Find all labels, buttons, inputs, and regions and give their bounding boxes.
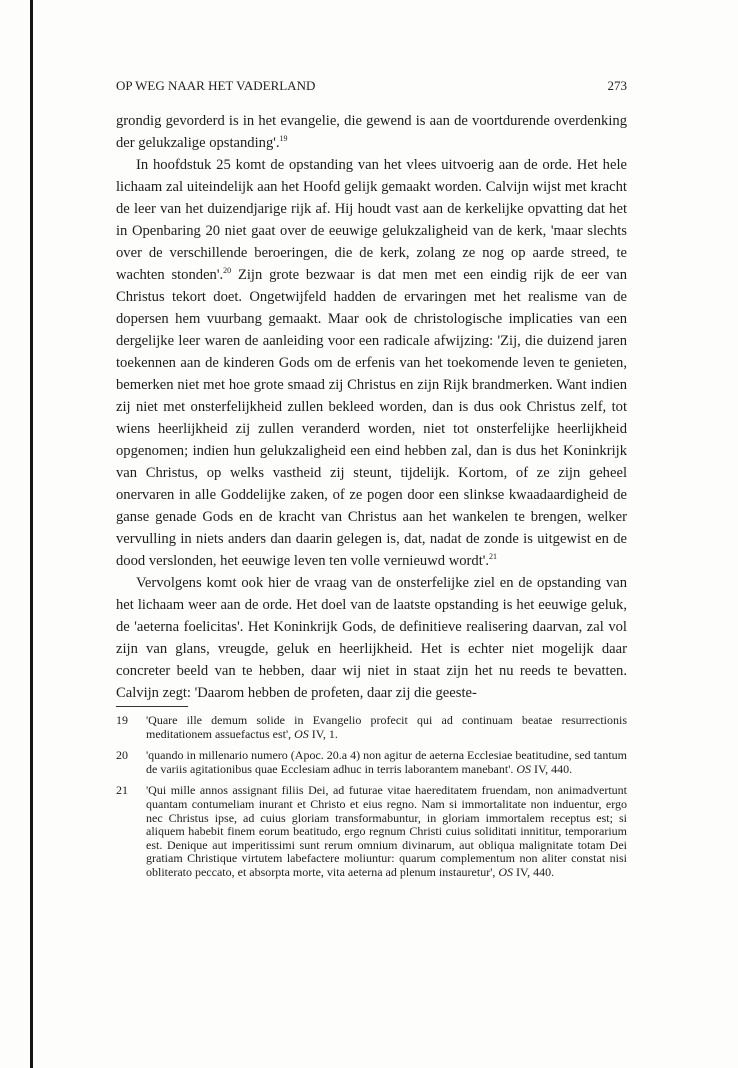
paragraph-continuation: grondig gevorderd is in het evangelie, die gewend is aan de voortdurende overdenking der gelukzalige opstanding'.$^{19}$: [116, 113, 627, 151]
footnote-number: 21: [116, 783, 128, 798]
paragraph-immortal-soul: Vervolgens komt ook hier de vraag van de onsterfelijke ziel en de opstanding van het lichaam weer aan de orde. Het doel van de laatste opstanding is het eeuwige geluk, de 'aeterna foelicitas'. Het Koninkrijk Gods, de definitieve realisering daarvan, zal vol zijn van glans, vreugde, geluk en heerlijkheid. Het is echter niet mogelijk daar concreter beeld van te hebben, daar wij niet in staat zijn het nu reeds te bevatten. Calvijn zegt: 'Daarom hebben de profeten, daar zij die geeste-: [116, 575, 627, 701]
footnote-21: 21 'Qui mille annos assignant filiis Dei, ad futurae vitae haereditatem fruendam, non animadvertunt quantam contumeliam inurant et Christo et eius regno. Nam si immortalitate non induentur, ergo nec Christus ipse, ad cuius gloriam transformabuntur, in gloriam immortalem receptus est; si aliquem habebit finem eorum beatitudo, ergo regnum Christi cuius soliditati innititur, temporarium est. Denique aut imperitissimi sunt rerum omnium divinarum, aut obliqua malignitate totam Dei gratiam Christique virtutem labefactere moliuntur: quarum complementum non aliter constat nisi obliterato peccato, et absorpta morte, vita aeterna ad plenum instauretur', OS IV, 440.: [116, 783, 627, 879]
source-abbrev: OS: [294, 726, 309, 741]
source-abbrev: OS: [516, 761, 532, 776]
running-title: OP WEG NAAR HET VADERLAND: [116, 78, 316, 93]
footnote-ref-19[interactable]: 19: [279, 134, 288, 143]
body-text: [116, 110, 627, 704]
footnote-number: 19: [116, 713, 128, 727]
page-number: 273: [607, 78, 627, 93]
page-spine-edge: [30, 0, 33, 1068]
footnote-20: 20 'quando in millenario numero (Apoc. 20.a 4) non agitur de aeterna Ecclesiae beatitudine, sed tantum de variis agitationibus quae Ecclesiam adhuc in terris laborantem manebant'. OS IV, 440.: [116, 748, 627, 776]
footnotes: [116, 714, 627, 888]
footnote-divider: [116, 706, 188, 707]
footnote-number: 20: [116, 748, 128, 763]
footnote-19: 19 'Quare ille demum solide in Evangelio profecit qui ad continuam beatae resurrectionis meditationem assuefactus est', OS IV, 1.: [116, 713, 627, 741]
source-abbrev: OS: [498, 864, 514, 879]
paragraph-resurrection: In hoofdstuk 25 komt de opstanding van het vlees uitvoerig aan de orde. Het hele lichaam zal uiteindelijk aan het Hoofd gelijk gemaakt worden. Calvijn wijst met kracht de leer van het duizendjarige rijk af. Hij houdt vast aan de kerkelijke opvatting dat het in Openbaring 20 niet gaat over de eeuwige gelukzaligheid van de kerk, 'maar slechts over de verschillende beroeringen, die de kerk, zolang ze nog op aarde streed, te wachten stonden'.$^{20}$ Zijn grote bezwaar is dat men met een eindig rijk de eer van Christus tekort doet. Ongetwijfeld hadden de ervaringen met het realisme van de dopersen hem vuurbang gemaakt. Maar ook de christologische implicaties van een dergelijke leer waren de aanleiding voor een radicale afwijzing: 'Zij, die duizend jaren toekennen aan de kinderen Gods om de erfenis van het toekomende leven te genieten, bemerken niet met hoe grote smaad zij Christus en zijn Rijk brandmerken. Want indien zij niet met onsterfelijkheid zullen bekleed worden, dan is dus ook Christus zelf, tot wiens heerlijkheid zij zullen veranderd worden, niet tot onsterfelijke heerlijkheid opgenomen; indien hun gelukzaligheid een eind hebben zal, dan is dus het Koninkrijk van Christus, op welks vastheid zij steunt, tijdelijk. Kortom, of ze zijn geheel onervaren in alle Goddelijke zaken, of ze pogen door een slinkse kwaadaardigheid de ganse genade Gods en de kracht van Christus aan het wankelen te brengen, welker vervulling in niets anders dan daarin gelegen is, dat, nadat de zonde is uitgewist en de dood verslonden, het eeuwige leven ten volle vernieuwd wordt'.$^{21}$: [116, 157, 627, 569]
footnote-ref-21[interactable]: 21: [489, 552, 498, 561]
footnote-ref-20[interactable]: 20: [223, 266, 232, 275]
